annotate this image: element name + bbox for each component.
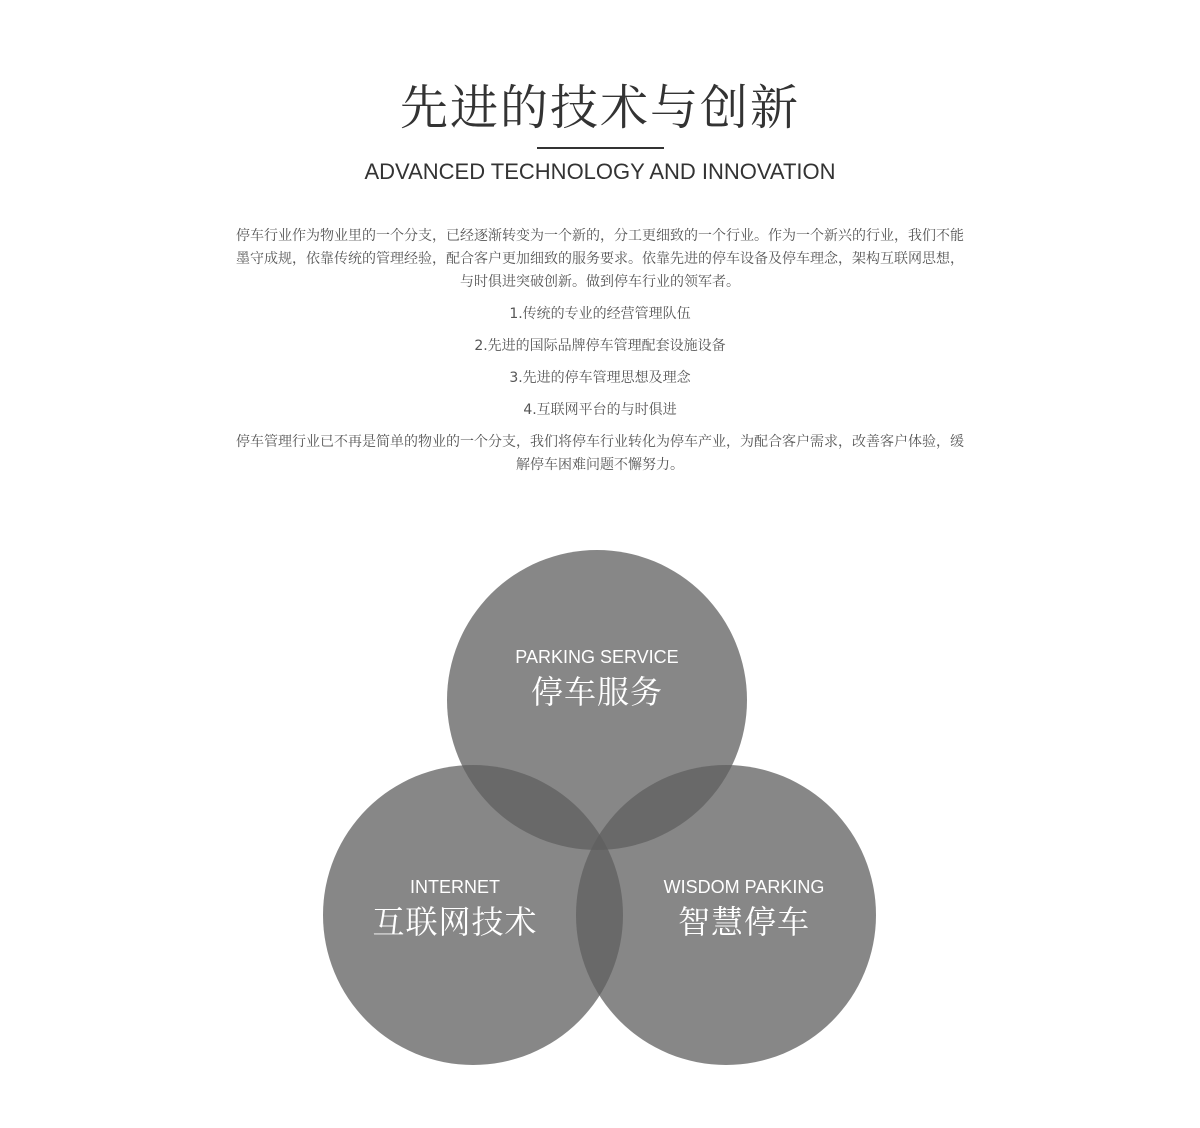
venn-label-zh: 互联网技术 [372,903,538,941]
closing-paragraph-line: 解停车困难问题不懈努力。 [516,457,684,473]
intro-paragraph-line: 停车行业作为物业里的一个分支，已经逐渐转变为一个新的，分工更细致的一个行业。作为一个新兴的行业，我们不能 [236,228,964,244]
venn-diagram [300,540,900,1080]
title-underline [537,147,664,149]
feature-list-item: 2.先进的国际品牌停车管理配套设施设备 [474,338,726,354]
venn-label-parking-service [447,646,747,714]
venn-label-internet [305,876,605,944]
venn-label-en: WISDOM PARKING [663,877,825,897]
venn-label-en: INTERNET [410,877,500,897]
venn-label-zh: 智慧停车 [677,903,810,941]
page-subtitle: ADVANCED TECHNOLOGY AND INNOVATION [364,159,836,184]
intro-paragraph-line: 墨守成规，依靠传统的管理经验，配合客户更加细致的服务要求。依靠先进的停车设备及停车理念，架构互联网思想， [236,251,964,267]
feature-list-item: 1.传统的专业的经营管理队伍 [509,306,691,322]
feature-list-item: 3.先进的停车管理思想及理念 [509,370,691,386]
closing-paragraph-line: 停车管理行业已不再是简单的物业的一个分支，我们将停车行业转化为停车产业，为配合客户需求，改善客户体验，缓 [236,434,964,450]
venn-circles [300,540,900,1080]
venn-label-zh: 停车服务 [530,673,663,711]
feature-list-item: 4.互联网平台的与时俱进 [523,402,677,418]
page-title: 先进的技术与创新 [399,80,800,136]
intro-block [186,225,1014,477]
venn-label-en: PARKING SERVICE [515,647,679,667]
intro-paragraph-line: 与时俱进突破创新。做到停车行业的领军者。 [460,274,740,290]
venn-label-wisdom-parking [594,876,894,944]
